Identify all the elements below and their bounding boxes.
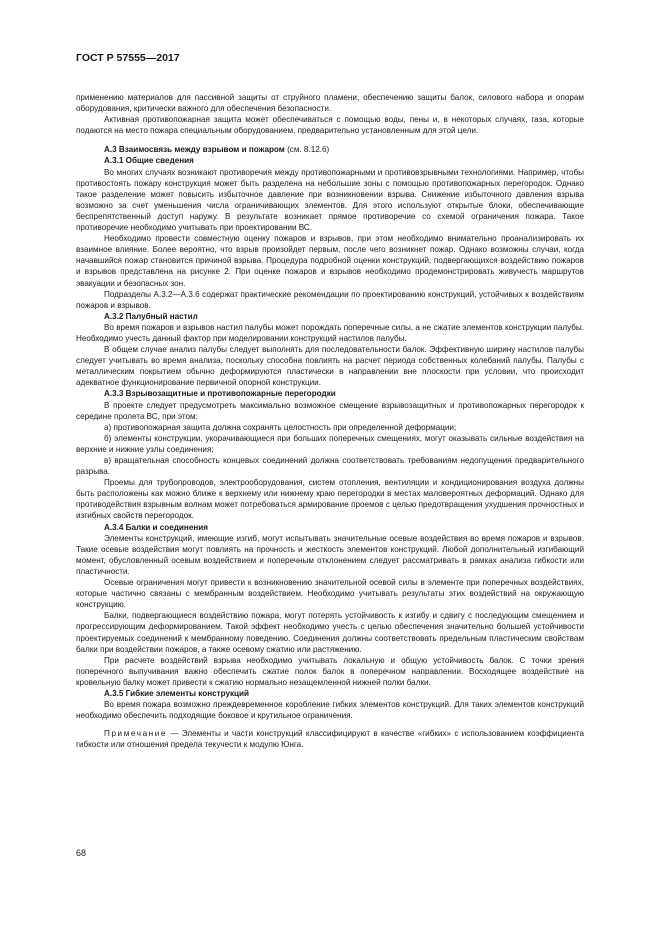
paragraph: Проемы для трубопроводов, электрооборудования, систем отопления, вентиляции и кондиционирования воздуха должны быть расположены как можно ближе к верхнему или нижнему краю перегородки в местах маловероятных деформаций. Однако для противодействия взрывным волнам может потребоваться армирование проемов с целью предотвращения ухудшения прочностных и изгибных свойств перегородок. bbox=[76, 478, 584, 521]
list-item: а) противопожарная защита должна сохранять целостность при определенной деформации; bbox=[104, 422, 457, 432]
subsection-heading-a31: А.3.1 Общие сведения bbox=[104, 156, 194, 166]
subsection-heading-a35: А.3.5 Гибкие элементы конструкций bbox=[104, 688, 250, 698]
paragraph: В общем случае анализ палубы следует выполнять для последовательности балок. Эффективную ширину настилов палубы следует учитывать во время анализа, поскольку способна повлиять на расчет периода собственных колебаний палубы. Палубы с металлическим покрытием обычно деформируются пластически в направлении вне плоскости при условии, что происходит адекватное функционирование первичной опорной конструкции. bbox=[76, 345, 584, 388]
paragraph: Во время пожара возможно преждевременное коробление гибких элементов конструкций. Для таких элементов конструкций необходимо обеспечить подходящие боковое и крутильное ограничения. bbox=[76, 700, 584, 721]
page-body bbox=[76, 92, 584, 750]
paragraph: Во время пожаров и взрывов настил палубы может порождать поперечные силы, а не сжатие элементов конструкции палубы. Необходимо учесть данный фактор при моделировании конструкций настилов палубы. bbox=[76, 322, 584, 343]
note bbox=[76, 728, 584, 750]
section-title: А.3 Взаимосвязь между взрывом и пожаром bbox=[104, 145, 285, 155]
document-header: ГОСТ Р 57555—2017 bbox=[76, 52, 180, 64]
paragraph: Элементы конструкций, имеющие изгиб, могут испытывать значительные осевые воздействия во время пожаров и взрывов. Такие осевые воздействия могут повлиять на прочность и жесткость элементов конструкций. Любой дополнительный изгибающий момент, обусловленный осевым воздействием и поперечным отклонением следует рассматривать в рамках анализа гибкости или пластичности. bbox=[76, 533, 584, 576]
paragraph: применению материалов для пассивной защиты от струйного пламени, обеспечению защиты балок, силового набора и опорам оборудования, критически важного для обеспечения безопасности. bbox=[76, 93, 584, 114]
note-label: Примечание bbox=[104, 729, 168, 739]
paragraph: Осевые ограничения могут привести к возникновению значительной осевой силы в элементе при поперечных воздействиях, которые частично связаны с мембранным воздействием. Необходимо учитывать результаты этих воздействий на окружающую конструкцию. bbox=[76, 578, 584, 610]
note-text: — Элементы и части конструкций классифицируют в качестве «гибких» с использованием коэффициента гибкости или отношения предела текучести к модулю Юнга. bbox=[76, 729, 584, 750]
paragraph: Балки, подвергающиеся воздействию пожара, могут потерять устойчивость к изгибу и сдвигу с последующим смещением и прогрессирующим деформированием. Такой эффект необходимо учесть с целью обеспечения значительно большей устойчивости проектируемых соединений к мембранному поведению. Соединения должны соответствовать предельным пластическим свойствам балки при воздействии пожаров, а также осевому сжатию или растяжению. bbox=[76, 611, 584, 654]
paragraph: Необходимо провести совместную оценку пожаров и взрывов, при этом необходимо внимательно проанализировать их взаимное влияние. Более вероятно, что взрыв произойдет первым, после чего возникнет пожар. Однако возможны случаи, когда начавшийся пожар становится причиной взрыва. Процедура подробной оценки конструкций, подвергающихся воздействию пожаров и взрывов представлена на рисунке 2. При оценке пожаров и взрывов необходимо продемонстрировать живучесть маршрутов эвакуации и безопасных зон. bbox=[76, 234, 584, 288]
section-heading-a3 bbox=[76, 144, 584, 155]
paragraph: В проекте следует предусмотреть максимально возможное смещение взрывозащитных и противопожарных перегородок к середине пролета ВС, при этом: bbox=[76, 400, 584, 421]
list-item: б) элементы конструкции, укорачивающиеся при больших поперечных смещениях, могут оказывать сильные воздействия на верхние и нижние узлы соединения; bbox=[76, 433, 584, 454]
paragraph: Активная противопожарная защита может обеспечиваться с помощью воды, пены и, в некоторых случаях, газа, которые подаются на место пожара специальным оборудованием, предварительно установленным для этой цели. bbox=[76, 115, 584, 136]
paragraph: Подразделы А.3.2—А.3.6 содержат практические рекомендации по проектированию конструкций, устойчивых к воздействиям пожаров и взрывов. bbox=[76, 289, 584, 310]
list-item: в) вращательная способность концевых соединений должна соответствовать требованиям недопущения предварительного разрыва. bbox=[76, 456, 584, 477]
paragraph: Во многих случаях возникают противоречия между противопожарными и противовзрывными технологиями. Например, чтобы противостоять пожару конструкция может быть разделена на небольшие зоны с помощью противопожарных перегородок. Однако такое разделение может повысить избыточное давление при возникновении взрыва. Снижение избыточного давления взрыва возможно за счет уменьшения числа ограничивающих элементов. Для этого используют открытые блоки, обеспечивающие беспрепятственный доступ наружу. В результате возникает прямое противоречие со схемой ограничения пожара. Такое противоречие необходимо учитывать при проектировании ВС. bbox=[76, 167, 584, 233]
section-reference: (см. 8.12.6) bbox=[287, 145, 330, 155]
subsection-heading-a33: А.3.3 Взрывозащитные и противопожарные перегородки bbox=[104, 389, 336, 399]
subsection-heading-a34: А.3.4 Балки и соединения bbox=[104, 522, 208, 532]
paragraph: При расчете воздействий взрыва необходимо учитывать локальную и общую устойчивость балок. С точки зрения поперечного выпучивания важно обеспечить сжатие полок балок в поперечном направлении. Восходящее воздействие на кровельную балку может привести к сжатию нормально незащемленной нижней полки балки. bbox=[76, 655, 584, 687]
subsection-heading-a32: А.3.2 Палубный настил bbox=[104, 311, 198, 321]
page-number: 68 bbox=[76, 848, 87, 858]
